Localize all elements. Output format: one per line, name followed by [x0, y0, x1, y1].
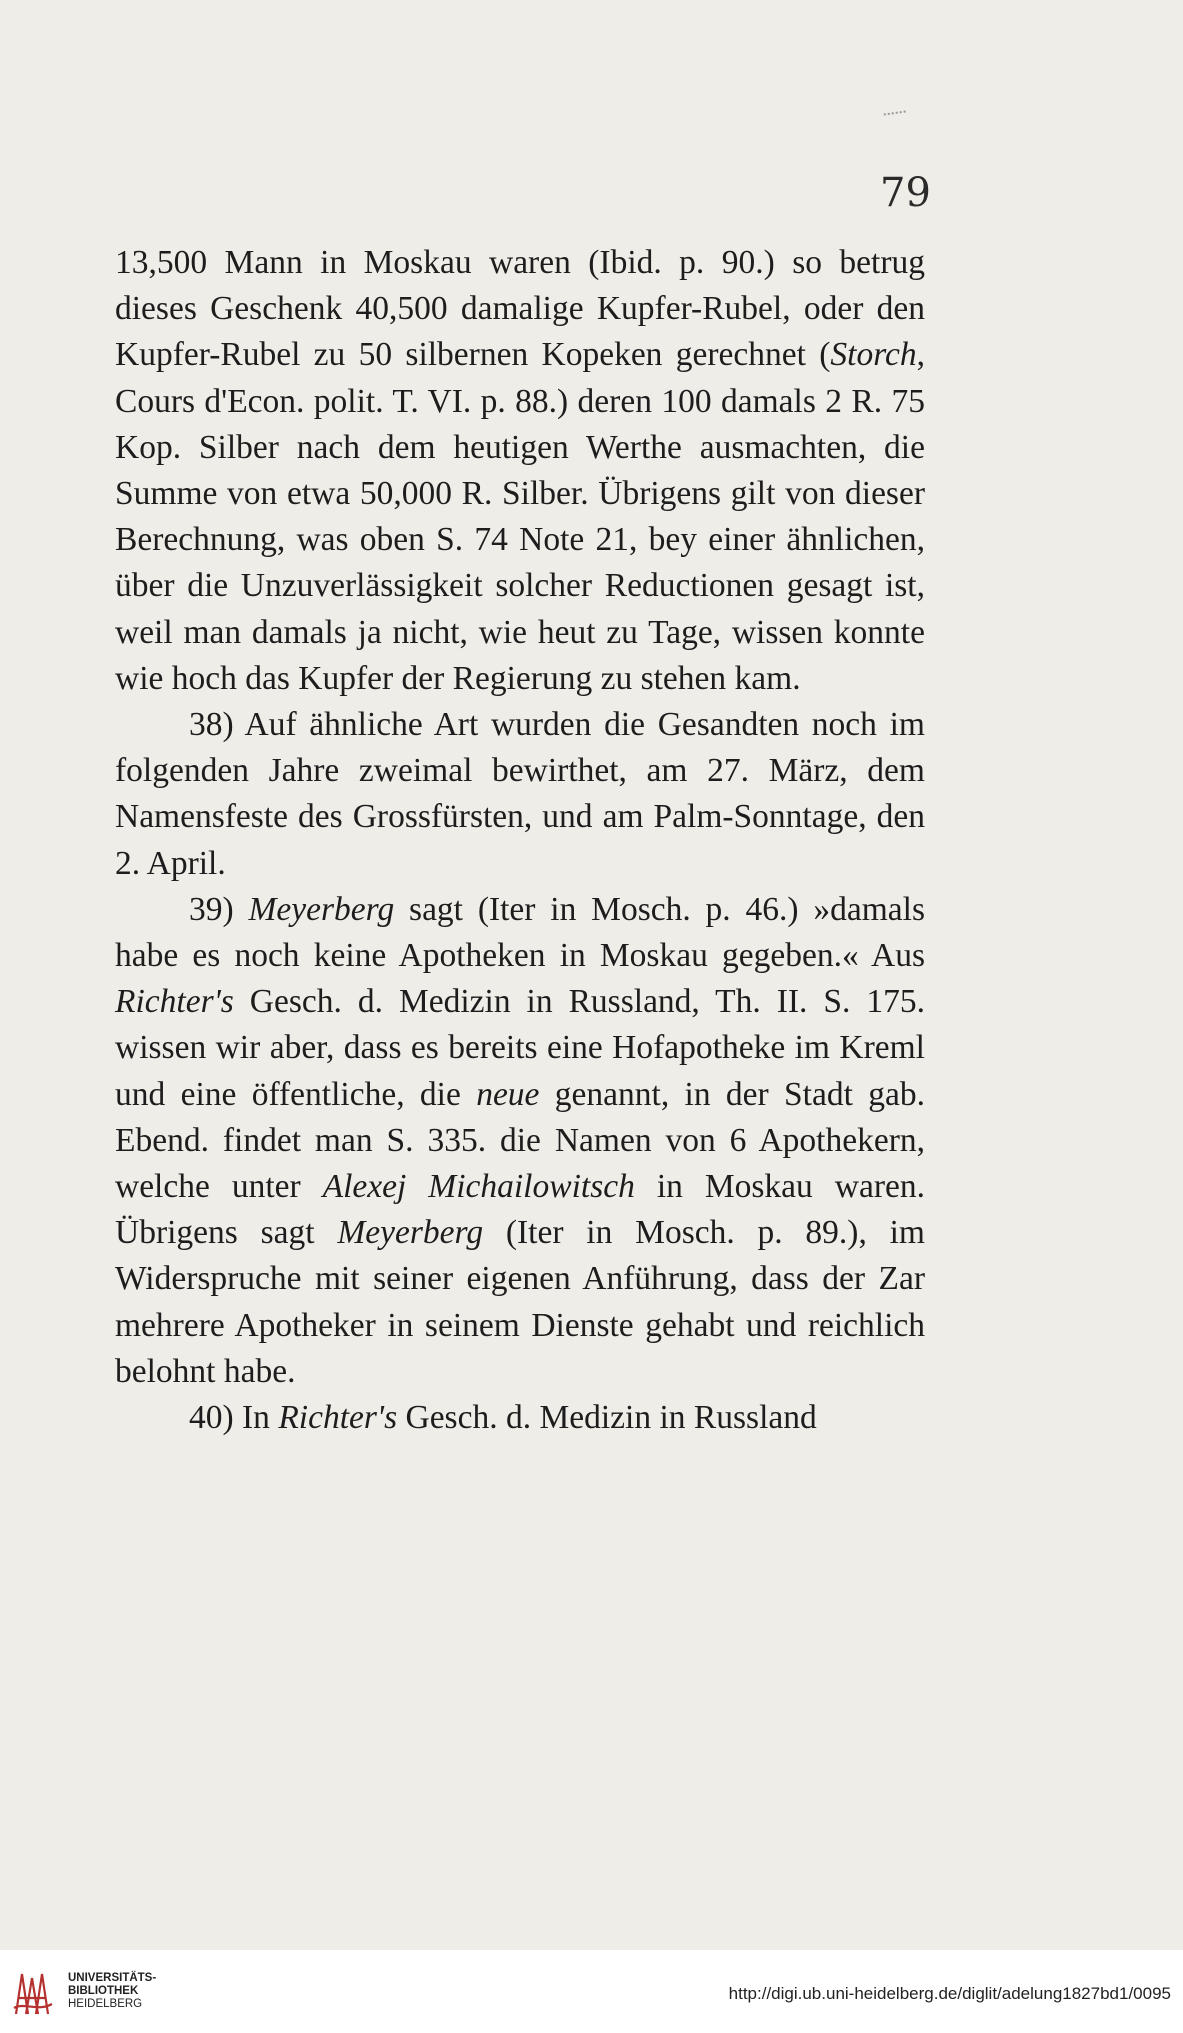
footer-bar	[0, 1950, 1183, 2033]
text-run: genannt, in der Stadt gab. Ebend. findet man S. 335. die Namen von 6 Apothekern, welche unter	[115, 1075, 925, 1206]
ink-smudge	[884, 110, 907, 119]
text-run: 39)	[189, 890, 249, 928]
text-run: 40) In	[189, 1399, 279, 1437]
italic-text: Storch	[830, 336, 917, 374]
text-run: 38) Auf ähnliche Art wurden die Gesandten noch im folgenden Jahre zweimal bewirthet, am 27. März, dem Namensfeste des Grossfürsten, und am Palm-Sonntage, den 2. April.	[115, 706, 925, 882]
logo-line-1: UNIVERSITÄTS-	[68, 1972, 157, 1984]
paragraph	[115, 702, 925, 887]
page-number: 79	[880, 170, 931, 216]
paragraph	[115, 240, 925, 702]
logo-line-3: HEIDELBERG	[68, 1998, 143, 2010]
italic-text: Richter's	[278, 1399, 398, 1437]
logo-line-2: BIBLIOTHEK	[68, 1985, 139, 1997]
paragraph	[115, 887, 925, 1395]
italic-text: Richter's	[115, 983, 234, 1021]
source-url-link[interactable]: http://digi.ub.uni-heidelberg.de/diglit/adelung1827bd1/0095	[728, 1984, 1171, 2003]
italic-text: neue	[476, 1075, 540, 1113]
text-run: Gesch. d. Medizin in Russland	[397, 1399, 817, 1437]
text-run: Gesch. d. Medizin in Russland, Th. II. S. 175. wissen wir aber, dass es bereits eine Hofapotheke im Kreml und eine öffentliche, die	[115, 983, 925, 1113]
text-run: (Iter in Mosch. p. 89.), im Widerspruche mit seiner eigenen Anführung, dass der Zar mehrere Apotheker in seinem Dienste gehabt und reichlich belohnt habe.	[115, 1214, 925, 1390]
heidelberg-library-logo-icon	[12, 1968, 56, 2018]
paragraph	[115, 1395, 925, 1441]
text-run: in Moskau waren. Übrigens sagt	[115, 1168, 925, 1252]
body-text	[115, 240, 925, 1441]
italic-text: Alexej Michailowitsch	[322, 1168, 635, 1206]
italic-text: Meyerberg	[248, 890, 395, 928]
italic-text: Meyerberg	[337, 1214, 484, 1252]
library-logo-text	[68, 1972, 156, 2011]
text-run: , Cours d'Econ. polit. T. VI. p. 88.) deren 100 damals 2 R. 75 Kop. Silber nach dem heutigen Werthe ausmachten, die Summe von etwa 50,000 R. Silber. Übrigens gilt von dieser Berechnung, was oben S. 74 Note 21, bey einer ähnlichen, über die Unzuverlässigkeit solcher Reductionen gesagt ist, weil man damals ja nicht, wie heut zu Tage, wissen konnte wie hoch das Kupfer der Regierung zu stehen kam.	[115, 336, 925, 697]
text-run: sagt (Iter in Mosch. p. 46.) »damals habe es noch keine Apotheken in Moskau gegeben.« Aus	[115, 890, 925, 975]
text-run: 13,500 Mann in Moskau waren (Ibid. p. 90.) so betrug dieses Geschenk 40,500 damalige Kupfer-Rubel, oder den Kupfer-Rubel zu 50 silbernen Kopeken gerechnet (	[115, 244, 925, 374]
